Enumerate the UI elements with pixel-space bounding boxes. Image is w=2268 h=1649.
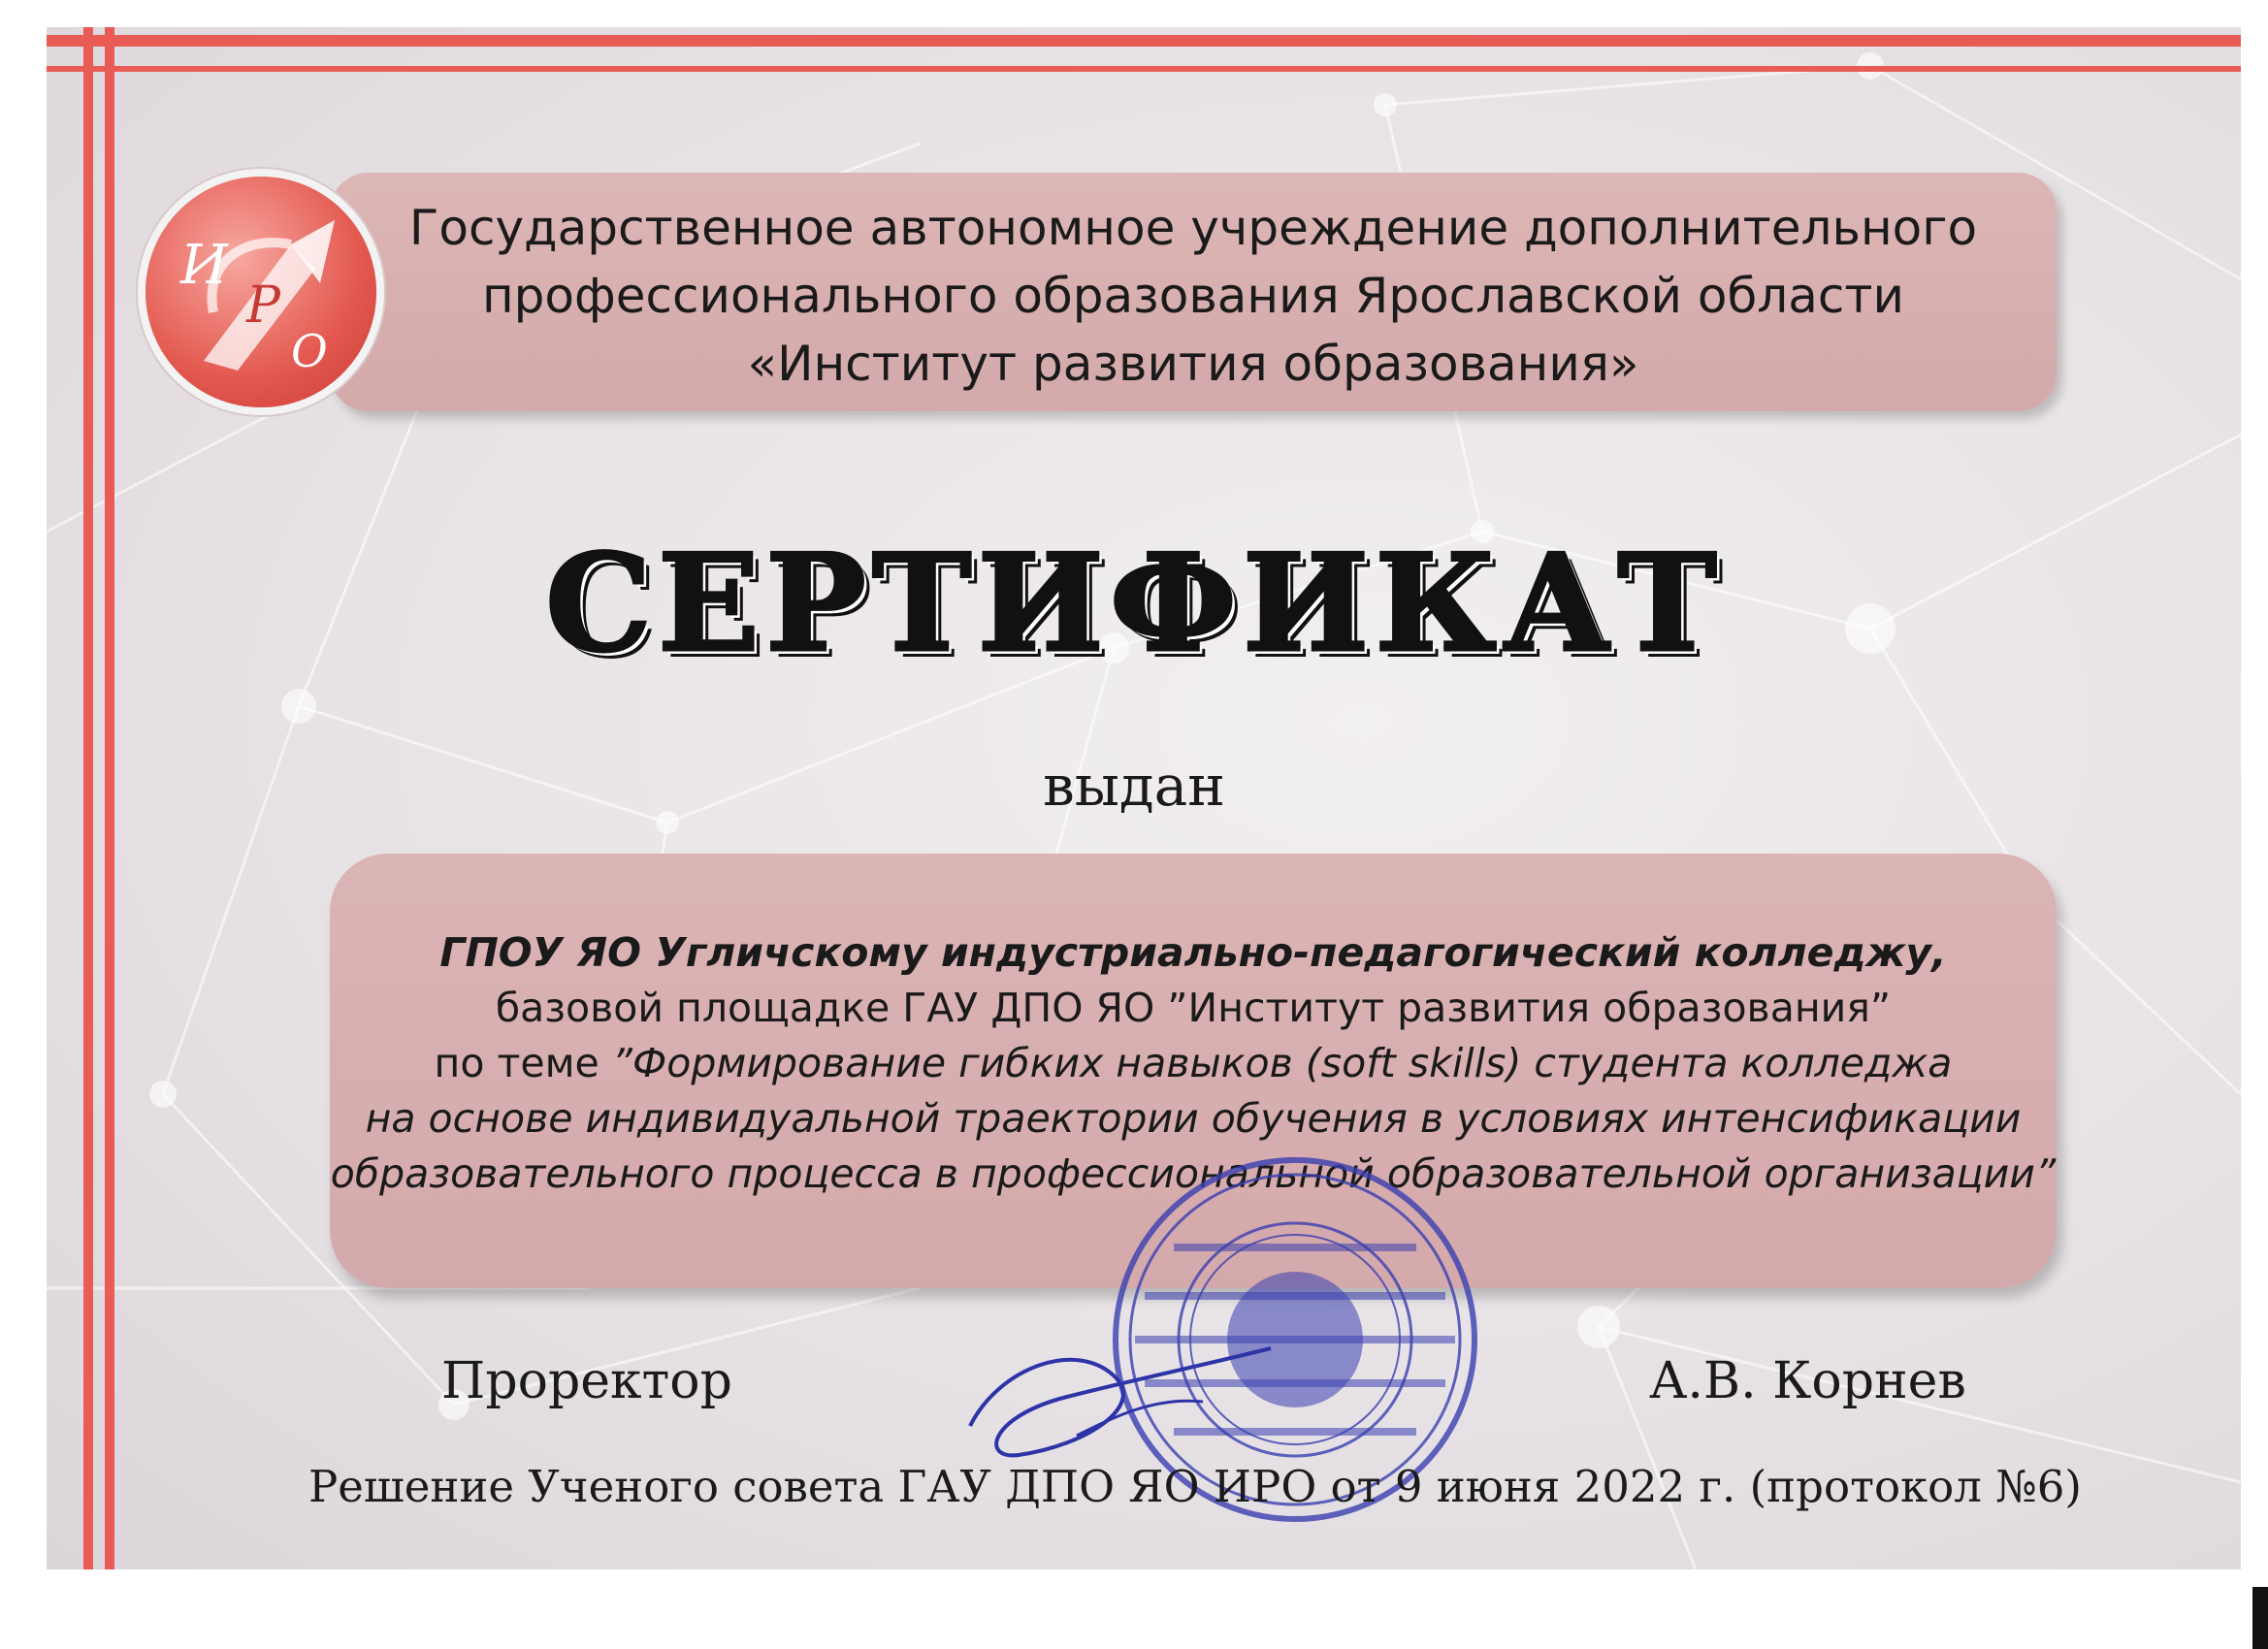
signatory-name: А.В. Корнев xyxy=(1649,1352,1966,1410)
issued-label: выдан xyxy=(1043,753,1225,819)
recipient-platform: базовой площадке ГАУ ДПО ЯО ”Институт развития образования” xyxy=(495,985,1892,1031)
iro-logo-emblem xyxy=(146,177,376,407)
topic-line-1 xyxy=(330,1036,2057,1091)
institution-line-2: профессионального образования Ярославской области xyxy=(481,268,1905,324)
institution-name xyxy=(349,194,2037,398)
topic-prefix: по теме xyxy=(434,1040,612,1086)
institution-line-3: «Институт развития образования» xyxy=(747,336,1639,392)
iro-logo xyxy=(146,177,376,407)
border-line-top-2 xyxy=(47,66,2241,72)
logo-letter-1: И xyxy=(180,234,228,297)
signatory-position: Проректор xyxy=(441,1352,732,1410)
council-decision: Решение Ученого совета ГАУ ДПО ЯО ИРО от 9 июня 2022 г. (протокол №6) xyxy=(308,1461,2082,1512)
institution-line-1: Государственное автономное учреждение дополнительного xyxy=(408,200,1978,256)
certificate-title: СЕРТИФИКАТ xyxy=(545,524,1723,682)
recipient-organization: ГПОУ ЯО Угличскому индустриально-педагогический колледжу, xyxy=(439,929,1947,976)
topic-title-1: ”Формирование гибких навыков (soft skills) студента колледжа xyxy=(611,1040,1953,1086)
topic-line-2: на основе индивидуальной траектории обучения в условиях интенсификации xyxy=(365,1095,2022,1142)
logo-letter-2: Р xyxy=(246,276,280,335)
topic-line-3: образовательного процесса в профессиональной образовательной организации” xyxy=(330,1150,2057,1197)
logo-letter-3: О xyxy=(291,325,328,377)
scan-edge-mark xyxy=(2252,1587,2268,1649)
border-line-top-1 xyxy=(47,35,2241,47)
handwritten-signature xyxy=(960,1310,1280,1465)
